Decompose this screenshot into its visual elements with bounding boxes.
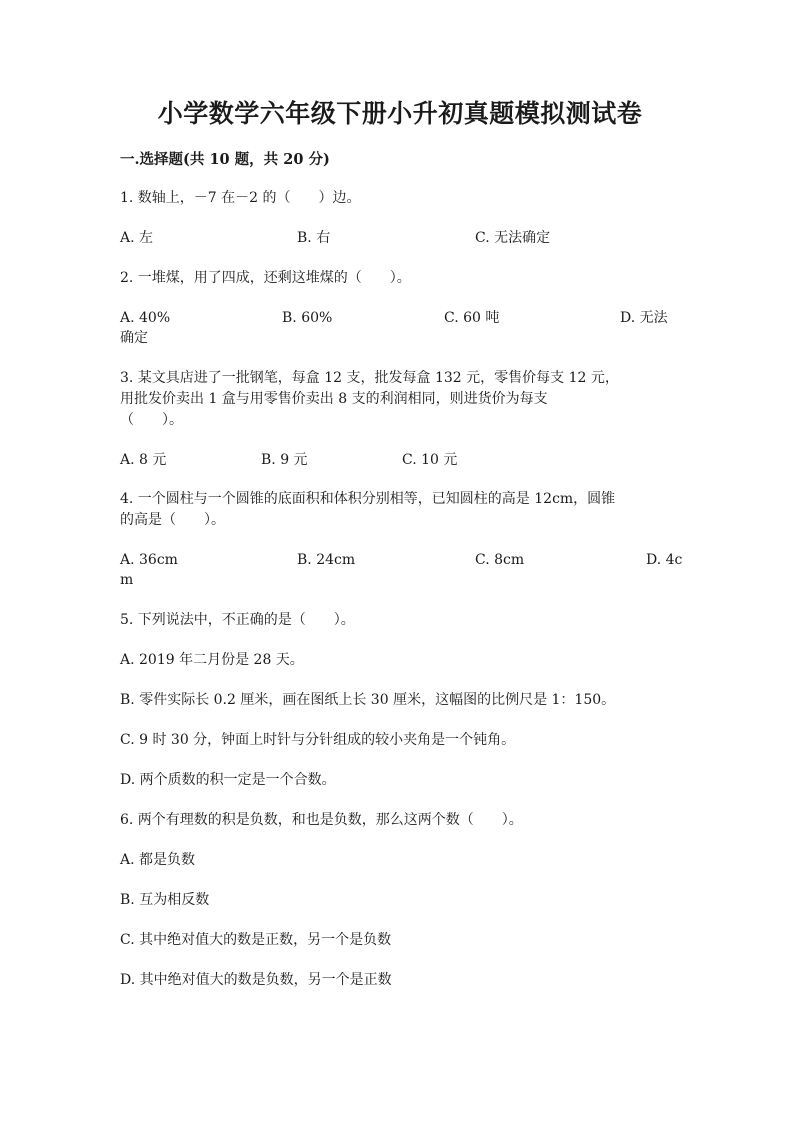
question-1-option-c: C. 无法确定 <box>475 230 551 246</box>
question-4-stem-line-2: 的高是（ ）。 <box>120 512 225 528</box>
question-4-option-c: C. 8cm <box>475 552 525 568</box>
question-5-option-a: A. 2019 年二月份是 28 天。 <box>120 652 304 668</box>
page-title: 小学数学六年级下册小升初真题模拟测试卷 <box>157 99 643 128</box>
question-2-option-b: B. 60% <box>282 310 333 326</box>
question-5-option-b: B. 零件实际长 0.2 厘米，画在图纸上长 30 厘米，这幅图的比例尺是 1：150。 <box>120 692 616 708</box>
question-3-stem-line-1: 3. 某文具店进了一批钢笔，每盒 12 支，批发每盒 132 元，零售价每支 12 元， <box>120 370 619 386</box>
question-4-stem-line-1: 4. 一个圆柱与一个圆锥的底面积和体积分别相等，已知圆柱的高是 12cm，圆锥 <box>120 491 616 507</box>
question-6-option-c: C. 其中绝对值大的数是正数，另一个是负数 <box>120 932 392 948</box>
question-1-option-a: A. 左 <box>120 230 154 246</box>
question-2-option-d: D. 无法 <box>620 310 668 326</box>
question-6-option-a: A. 都是负数 <box>120 852 196 868</box>
question-6-option-b: B. 互为相反数 <box>120 892 210 908</box>
question-6-stem: 6. 两个有理数的积是负数，和也是负数，那么这两个数（ ）。 <box>120 812 523 828</box>
question-1-option-b: B. 右 <box>297 230 331 246</box>
question-2-option-c: C. 60 吨 <box>444 310 500 326</box>
question-5-option-d: D. 两个质数的积一定是一个合数。 <box>120 772 336 788</box>
question-2-option-a: A. 40% <box>120 310 171 326</box>
question-3-option-b: B. 9 元 <box>261 452 308 468</box>
question-2-option-d-wrap: 确定 <box>120 330 148 346</box>
question-5-option-c: C. 9 时 30 分，钟面上时针与分针组成的较小夹角是一个钝角。 <box>120 732 516 748</box>
question-6-option-d: D. 其中绝对值大的数是负数，另一个是正数 <box>120 972 392 988</box>
question-3-option-a: A. 8 元 <box>120 452 167 468</box>
question-4-option-b: B. 24cm <box>297 552 356 568</box>
question-4-option-d: D. 4c <box>646 552 683 568</box>
section-heading: 一.选择题(共 10 题，共 20 分) <box>120 151 330 168</box>
question-4-option-a: A. 36cm <box>120 552 178 568</box>
question-2-stem: 2. 一堆煤，用了四成，还剩这堆煤的（ ）。 <box>120 270 411 286</box>
question-3-stem-line-3: （ ）。 <box>120 412 183 428</box>
question-3-option-c: C. 10 元 <box>402 452 458 468</box>
question-1-stem: 1. 数轴上，－7 在－2 的（ ）边。 <box>120 190 361 206</box>
question-4-option-d-wrap: m <box>120 572 134 588</box>
question-3-stem-line-2: 用批发价卖出 1 盒与用零售价卖出 8 支的利润相同，则进货价为每支 <box>120 391 548 407</box>
question-5-stem: 5. 下列说法中，不正确的是（ ）。 <box>120 612 355 628</box>
